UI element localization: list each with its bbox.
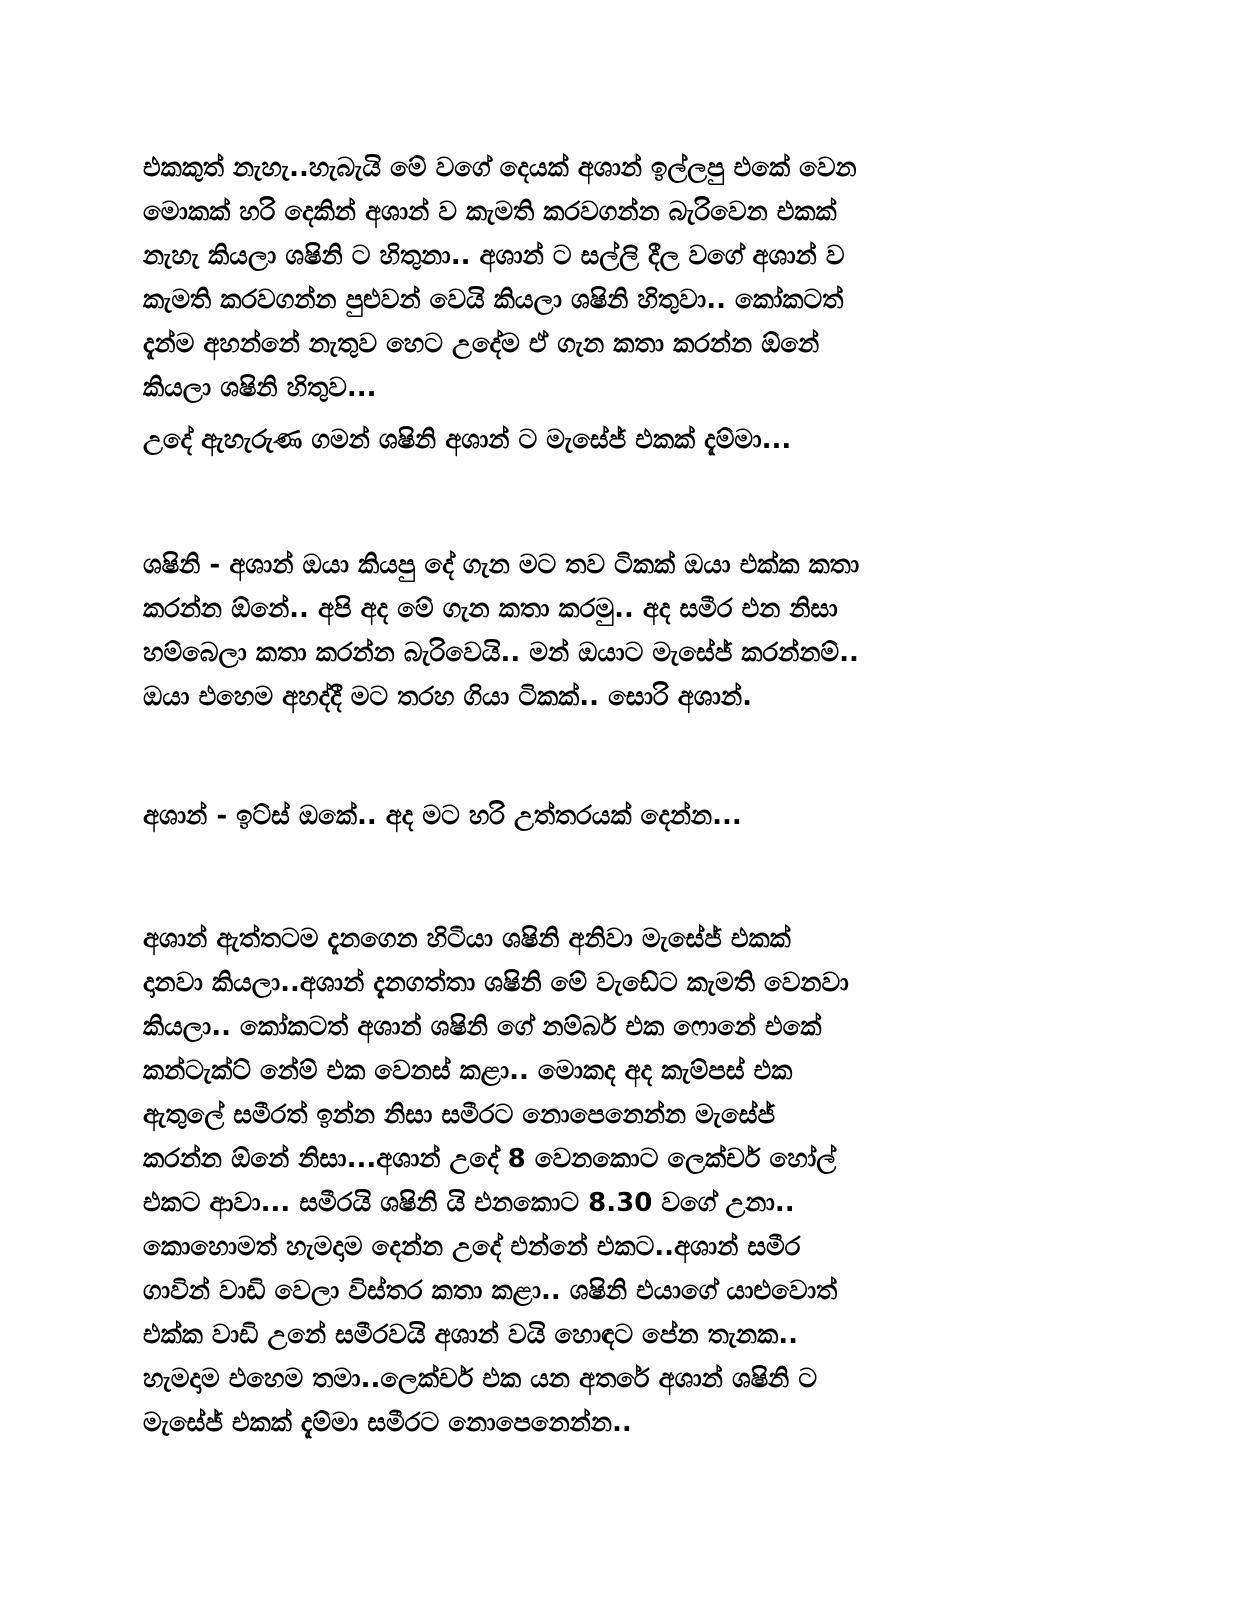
text-line: මොකක් හරි දෙකින් අශාන් ව කැමති කරවගන්න බැරිවෙන එකක් xyxy=(143,197,837,227)
text-line: කියලා.. කෝකටත් අශාන් ශෂිනි ගේ නම්බර් එක ෆොනේ එකේ xyxy=(143,1012,822,1042)
text-line: එකට ආවා... සමීරයි ශෂිනි යි එනකොට 8.30 වගේ උනා.. xyxy=(143,1188,795,1218)
text-line: ඔයා එහෙම අහද්දී මට තරහ ගියා ටිකක්.. සොරි අශාන්. xyxy=(143,682,752,712)
text-line: කරන්න ඕනේ නිසා...අශාන් උදේ 8 වෙනකොට ලෙක්චර් හෝල් xyxy=(143,1144,837,1174)
text-line: කන්ටැක්ට් නේම් එක වෙනස් කළා.. මොකද අද කැම්පස් එක xyxy=(143,1056,793,1086)
text-line: දැන්ම අහන්නේ නැතුව හෙට උදේම ඒ ගැන කතා කරන්න ඕනේ xyxy=(143,329,820,359)
text-line: අශාන් - ඉට්ස් ඔකේ.. අද මට හරි උත්තරයක් දෙන්න... xyxy=(143,801,742,831)
text-line: එක්ක වාඩි උනේ සමීරවයි අශාන් වයි හොඳට පේන තැනක.. xyxy=(143,1320,798,1350)
text-line: හැමදාම එහෙම තමා..ලෙක්චර් එක යන අතරේ අශාන් ශෂිනි ට xyxy=(143,1364,818,1394)
text-line: කරන්න ඕනේ.. අපි අද මේ ගැන කතා කරමු.. අද සමීර එන නිසා xyxy=(143,594,838,624)
text-line: නැහැ කියලා ශෂිනි ට හිතුනා.. අශාන් ට සල්ලි දීල වගේ අශාන් ව xyxy=(143,241,845,271)
paragraph-1 xyxy=(143,146,1103,410)
paragraph-3 xyxy=(143,543,1103,719)
text-line: ශෂිනි - අශාන් ඔයා කියපු දේ ගැන මට තව ටිකක් ඔයා එක්ක කතා xyxy=(143,550,860,580)
text-line: දානවා කියලා..අශාන් දැනගත්තා ශෂිනි මේ වැඩේට කැමති වෙනවා xyxy=(143,968,849,998)
text-line: කියලා ශෂිනි හිතුව... xyxy=(143,373,377,403)
text-line: ඇතුලේ සමීරත් ඉන්න නිසා සමීරට නොපෙනෙන්න මැසේජ් xyxy=(143,1100,776,1130)
text-line: එකකුත් නැහැ..හැබැයි මේ වගේ දෙයක් අශාන් ඉල්ලපු එකේ වෙන xyxy=(143,153,857,183)
paragraph-4 xyxy=(143,794,1103,838)
text-line: ගාවින් වාඩි වෙලා විස්තර කතා කළා.. ශෂිනි එයාගේ යාළුවොත් xyxy=(143,1276,838,1306)
text-line: කැමති කරවගන්න පුළුවන් වෙයි කියලා ශෂිනි හිතුවා.. කෝකටත් xyxy=(143,285,844,315)
paragraph-2 xyxy=(143,418,1103,462)
paragraph-5 xyxy=(143,917,1103,1445)
text-line: මැසේජ් එකක් දැම්මා සමීරට නොපෙනෙන්න.. xyxy=(143,1408,632,1438)
text-line: කොහොමත් හැමදාම දෙන්න උදේ එන්නේ එකට..අශාන් සමීර xyxy=(143,1232,801,1262)
text-line: උදේ ඇහැරුණ ගමන් ශෂිනි අශාන් ට මැසේජ් එකක් දැම්මා... xyxy=(143,425,792,455)
text-line: හම්බෙලා කතා කරන්න බැරිවෙයි.. මන් ඔයාට මැසේජ් කරන්නම්.. xyxy=(143,638,859,668)
text-line: අශාන් ඇත්තටම දැනගෙන හිටියා ශෂිනි අනිවා මැසේජ් එකක් xyxy=(143,924,791,954)
